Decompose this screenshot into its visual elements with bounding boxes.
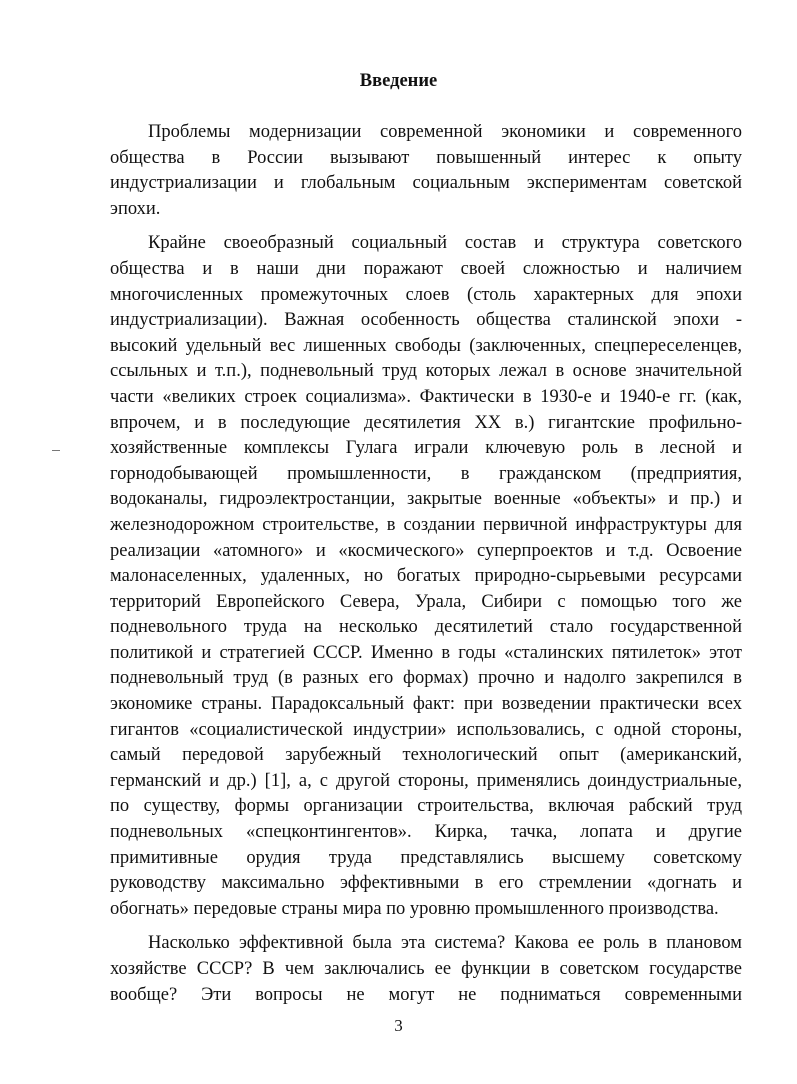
text-line: части «великих строек социализма». Фактически в 1930-е и 1940-е гг. (как,: [110, 386, 742, 407]
text-line: общества и в наши дни поражают своей сложностью и наличием: [110, 258, 742, 279]
paragraph: [110, 931, 742, 1008]
text-line: хозяйственные комплексы Гулага играли ключевую роль в лесной и: [110, 438, 742, 459]
text-line: Крайне своеобразный социальный состав и структура советского: [148, 233, 742, 254]
text-line: водоканалы, гидроэлектростанции, закрытые военные «объекты» и пр.) и: [110, 489, 742, 510]
paragraph: [110, 231, 742, 922]
text-line: подневольного труда на несколько десятилетий стало государственной: [110, 617, 742, 638]
text-line: примитивные орудия труда представлялись высшему советскому: [110, 847, 742, 868]
text-line: ссыльных и т.п.), подневольный труд которых лежал в основе значительной: [110, 361, 742, 382]
text-line: горнодобывающей промышленности, в гражданском (предприятия,: [110, 463, 742, 484]
text-line: политикой и стратегией СССР. Именно в годы «сталинских пятилеток» этот: [110, 642, 742, 663]
text-line: общества в России вызывают повышенный интерес к опыту: [110, 147, 742, 168]
text-line: эпохи.: [110, 198, 161, 219]
margin-mark: [52, 450, 60, 451]
text-line: вообще? Эти вопросы не могут не подниматься современными: [110, 984, 742, 1005]
text-line: по существу, формы организации строительства, включая рабский труд: [110, 796, 742, 817]
text-line: подневольных «спецконтингентов». Кирка, тачка, лопата и другие: [110, 822, 742, 843]
text-line: обогнать» передовые страны мира по уровню промышленного производства.: [110, 898, 719, 919]
text-line: многочисленных промежуточных слоев (столь характерных для эпохи: [110, 284, 742, 305]
paragraph: [110, 120, 742, 222]
body-text: [110, 120, 742, 1017]
text-line: реализации «атомного» и «космического» суперпроектов и т.д. Освоение: [110, 540, 742, 561]
text-line: хозяйстве СССР? В чем заключались ее функции в советском государстве: [110, 959, 742, 979]
page-number: 3: [394, 1016, 403, 1035]
text-line: Насколько эффективной была эта система? Какова ее роль в плановом: [148, 933, 742, 954]
text-line: самый передовой зарубежный технологический опыт (американский,: [110, 745, 742, 766]
text-line: территорий Европейского Севера, Урала, Сибири с помощью того же: [110, 591, 742, 612]
text-line: Проблемы модернизации современной экономики и современного: [148, 122, 742, 142]
page-title: Введение: [359, 71, 438, 91]
text-line: руководству максимально эффективными в его стремлении «догнать и: [110, 873, 742, 894]
text-line: высокий удельный вес лишенных свободы (заключенных, спецпереселенцев,: [110, 335, 742, 356]
text-line: впрочем, и в последующие десятилетия XX в.) гигантские профильно-: [110, 412, 742, 433]
text-line: экономике страны. Парадоксальный факт: при возведении практически всех: [110, 694, 742, 715]
text-line: индустриализации). Важная особенность общества сталинской эпохи -: [110, 310, 742, 331]
text-line: германский и др.) [1], а, с другой стороны, применялись доиндустриальные,: [110, 770, 742, 791]
text-line: гигантов «социалистической индустрии» использовались, с одной стороны,: [110, 719, 742, 740]
text-line: железнодорожном строительстве, в создании первичной инфраструктуры для: [110, 514, 742, 535]
text-line: индустриализации и глобальным социальным экспериментам советской: [110, 173, 742, 194]
text-line: подневольный труд (в разных его формах) прочно и надолго закрепился в: [110, 668, 742, 689]
text-line: малонаселенных, удаленных, но богатых природно-сырьевыми ресурсами: [110, 566, 742, 587]
